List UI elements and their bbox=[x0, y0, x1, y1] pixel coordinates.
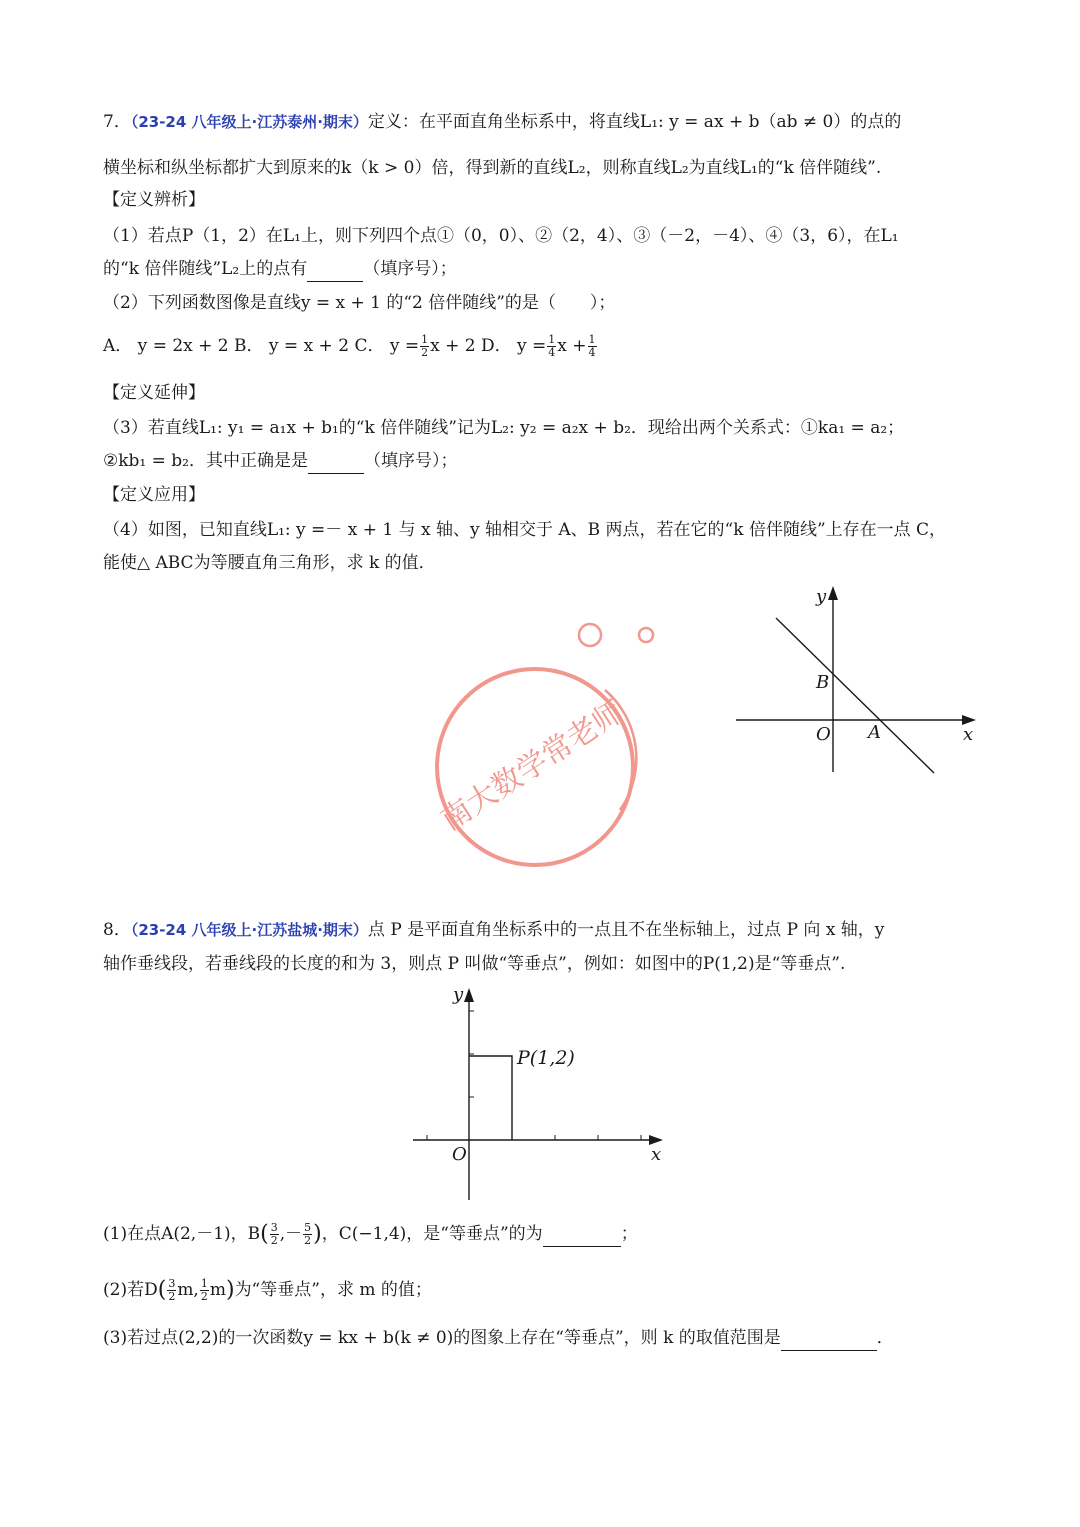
paren-close: ) bbox=[225, 1277, 235, 1303]
q8-line2: 轴作垂线段，若垂线段的长度的和为 3，则点 P 叫做“等垂点”，例如：如图中的P(1,2)是“等垂点”. bbox=[103, 954, 846, 974]
q8-number: 8． bbox=[103, 920, 131, 940]
watermark-bubble-icon bbox=[579, 624, 601, 646]
q7-part3-b: ②kb₁ = b₂．其中正确是是 （填序号）； bbox=[103, 449, 458, 474]
paren-open: ( bbox=[157, 1277, 167, 1303]
q7-heading-extension: 【定义延伸】 bbox=[103, 383, 205, 403]
q7-figure bbox=[730, 580, 990, 780]
answer-blank-3 bbox=[543, 1222, 621, 1247]
fraction-quarter: $\frac{1}{4}$ bbox=[548, 333, 556, 359]
y-axis-label: y bbox=[453, 984, 464, 1005]
point-a-label: A bbox=[868, 722, 881, 743]
q7-line1: 定义：在平面直角坐标系中，将直线L₁: y = ax + b（ab ≠ 0）的点的 bbox=[367, 112, 902, 132]
q7-options bbox=[103, 334, 598, 359]
q8-part3: (3)若过点(2,2)的一次函数y = kx + b(k ≠ 0)的图象上存在“等垂点”，则 k 的取值范围是 ． bbox=[103, 1326, 894, 1351]
perpendicular-segments bbox=[469, 1056, 512, 1140]
fraction-one-half: $\frac{1}{2}$ bbox=[200, 1277, 208, 1303]
q8-source: （23-24 八年级上·江苏盐城·期末） bbox=[130, 921, 368, 939]
origin-label: O bbox=[816, 724, 831, 745]
option-c: C． y = $\frac{1}{2}$ x + 2 bbox=[354, 333, 476, 359]
origin-label: O bbox=[452, 1144, 467, 1165]
q7-part4-b: 能使△ ABC为等腰直角三角形，求 k 的值． bbox=[103, 553, 436, 573]
option-d: D． y = $\frac{1}{4}$ x + $\frac{1}{4}$ bbox=[480, 333, 596, 359]
q8-line1: 点 P 是平面直角坐标系中的一点且不在坐标轴上，过点 P 向 x 轴，y bbox=[367, 920, 885, 940]
watermark-text: 南大数学常老师 bbox=[434, 694, 631, 839]
y-axis-arrow-icon bbox=[464, 988, 474, 1002]
line-l1 bbox=[776, 618, 934, 773]
answer-blank-1 bbox=[307, 257, 363, 282]
answer-blank-4 bbox=[781, 1326, 877, 1351]
q7-source: （23-24 八年级上·江苏泰州·期末） bbox=[130, 113, 368, 131]
q8-figure bbox=[405, 980, 680, 1205]
y-axis-label: y bbox=[816, 586, 827, 607]
q8-part1: (1)在点A(2,－1)，B( $\frac{3}{2}$ ,－ $\frac{5}{2}$ )，C(−1,4)，是“等垂点”的为 ； bbox=[103, 1221, 638, 1247]
q8-part2: (2)若D( $\frac{3}{2}$ m, $\frac{1}{2}$ m)为“等垂点”，求 m 的值； bbox=[103, 1277, 432, 1303]
x-axis-label: x bbox=[651, 1144, 662, 1165]
paren-open: ( bbox=[260, 1221, 269, 1247]
watermark-bubble-small-icon bbox=[639, 628, 653, 642]
q7-part2: （2）下列函数图像是直线y = x + 1 的“2 倍伴随线”的是（ ）； bbox=[103, 293, 616, 313]
point-b-label: B bbox=[816, 672, 830, 693]
fraction-three-halves: $\frac{3}{2}$ bbox=[168, 1277, 176, 1303]
paren-close: ) bbox=[313, 1221, 322, 1247]
answer-blank-2 bbox=[308, 449, 364, 474]
fraction-five-halves: $\frac{5}{2}$ bbox=[304, 1221, 312, 1247]
fraction-half: $\frac{1}{2}$ bbox=[421, 333, 429, 359]
q7-part1-b: 的“k 倍伴随线”L₂上的点有 （填序号）； bbox=[103, 257, 457, 282]
q7-heading-application: 【定义应用】 bbox=[103, 485, 205, 505]
q7-number: 7． bbox=[103, 112, 131, 132]
fraction-quarter-2: $\frac{1}{4}$ bbox=[588, 333, 596, 359]
fraction-three-halves: $\frac{3}{2}$ bbox=[270, 1221, 278, 1247]
point-p-label: P(1,2) bbox=[517, 1047, 575, 1069]
q7-part3-a: （3）若直线L₁: y₁ = a₁x + b₁的“k 倍伴随线”记为L₂: y₂ = a₂x + b₂．现给出两个关系式：①ka₁ = a₂； bbox=[103, 418, 905, 438]
q8-header bbox=[103, 918, 884, 942]
q7-part1-a: （1）若点P（1，2）在L₁上，则下列四个点①（0，0）、②（2，4）、③（－2，－4）、④（3，6），在L₁ bbox=[103, 226, 899, 246]
q7-header bbox=[103, 110, 901, 134]
q7-line2: 横坐标和纵坐标都扩大到原来的k（k > 0）倍，得到新的直线L₂，则称直线L₂为直线L₁的“k 倍伴随线”. bbox=[103, 158, 882, 178]
option-a: A． y = 2x + 2 bbox=[103, 336, 229, 356]
q7-part4-a: （4）如图，已知直线L₁: y =－ x + 1 与 x 轴、y 轴相交于 A、B 两点，若在它的“k 倍伴随线”上存在一点 C， bbox=[103, 520, 947, 540]
y-axis-arrow-icon bbox=[828, 586, 838, 600]
watermark-stamp bbox=[410, 610, 670, 880]
axis-ticks bbox=[427, 1011, 641, 1140]
option-b: B． y = x + 2 bbox=[234, 336, 350, 356]
q7-heading-analysis: 【定义辨析】 bbox=[103, 190, 205, 210]
x-axis-label: x bbox=[963, 724, 974, 745]
